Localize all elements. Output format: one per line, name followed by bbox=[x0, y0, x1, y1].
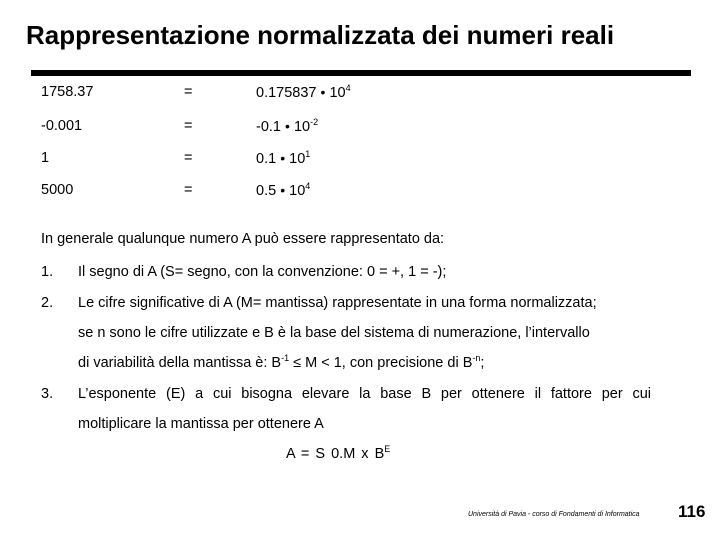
row-normalized: 0.5 • $10^4$ bbox=[256, 181, 311, 199]
list-item-text: se n sono le cifre utilizzate e B è la base del sistema di numerazione, l’intervallo bbox=[78, 325, 590, 341]
row-value: 1758.37 bbox=[41, 84, 94, 100]
row-normalized: 0.175837 • $10^4$ bbox=[256, 83, 351, 101]
list-item-text: di variabilità della mantissa è: $B^{-1} \le M < 1$, con precisione di $B^{-n}$; bbox=[78, 353, 485, 371]
title-divider bbox=[31, 70, 691, 76]
list-number: 3. bbox=[41, 386, 54, 402]
row-normalized: -0.1 • $10^{-2}$ bbox=[256, 117, 319, 135]
row-equals: = bbox=[184, 84, 193, 100]
list-item-text: Le cifre significative di A (M= mantissa) rappresentate in una forma normalizzata; bbox=[78, 295, 597, 311]
row-normalized: 0.1 • $10^1$ bbox=[256, 149, 311, 167]
row-equals: = bbox=[184, 182, 193, 198]
list-item-text: L’esponente (E) a cui bisogna elevare la base B per ottenere il fattore per cui bbox=[78, 386, 651, 402]
list-number: 2. bbox=[41, 295, 54, 311]
footer-text: Università di Pavia - corso di Fondamenti di Informatica bbox=[468, 511, 640, 518]
list-item-text: Il segno di A (S= segno, con la convenzione: 0 = +, 1 = -); bbox=[78, 264, 447, 280]
row-value: 1 bbox=[41, 150, 50, 166]
page-number: 116 bbox=[678, 502, 706, 521]
row-equals: = bbox=[184, 150, 193, 166]
row-value: 5000 bbox=[41, 182, 74, 198]
intro-text: In generale qualunque numero A può essere rappresentato da: bbox=[41, 231, 445, 247]
row-value: -0.001 bbox=[41, 118, 83, 134]
list-item-text: moltiplicare la mantissa per ottenere A bbox=[78, 416, 324, 432]
row-equals: = bbox=[184, 118, 193, 134]
page-title: Rappresentazione normalizzata dei numeri reali bbox=[26, 20, 615, 50]
formula: A = S 0.M x $B^E$ bbox=[286, 444, 391, 462]
list-number: 1. bbox=[41, 264, 54, 280]
